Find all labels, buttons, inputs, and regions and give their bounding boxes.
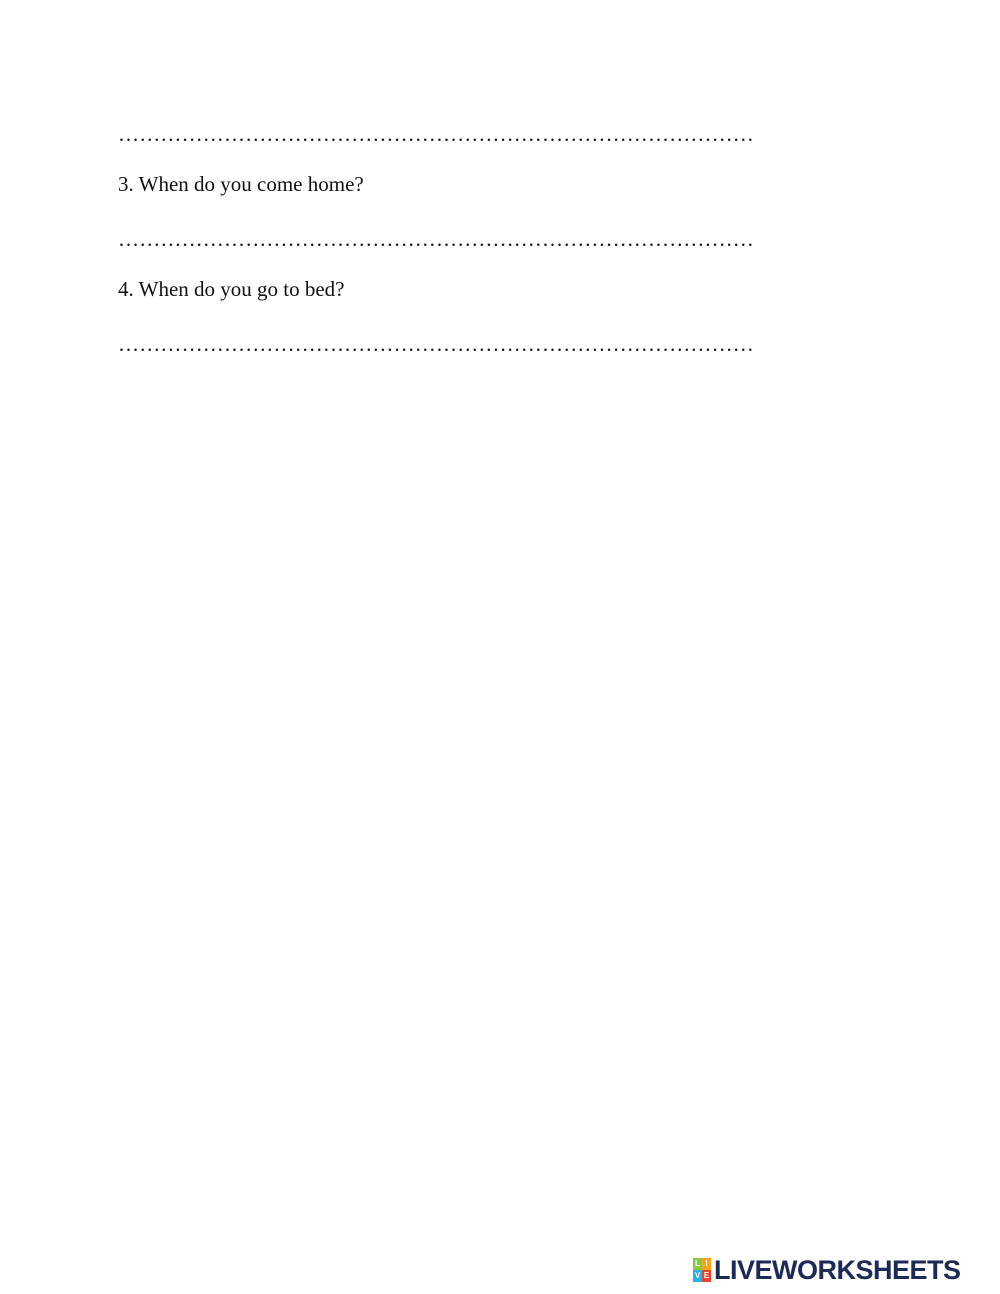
logo-tile: V <box>694 1271 701 1280</box>
logo-text: LIVEWORKSHEETS <box>714 1255 961 1285</box>
logo-mark-icon <box>693 1258 711 1282</box>
logo-tile: E <box>703 1271 710 1280</box>
answer-line: ……………………………………………………………………………… <box>118 227 754 251</box>
answer-line: ……………………………………………………………………………… <box>118 332 754 356</box>
question-4: 4. When do you go to bed? <box>118 277 345 301</box>
logo-tile: L <box>693 1258 702 1270</box>
logo-tile: I <box>702 1258 711 1270</box>
question-3: 3. When do you come home? <box>118 172 364 196</box>
answer-line: ……………………………………………………………………………… <box>118 122 754 146</box>
liveworksheets-logo <box>693 1255 961 1285</box>
